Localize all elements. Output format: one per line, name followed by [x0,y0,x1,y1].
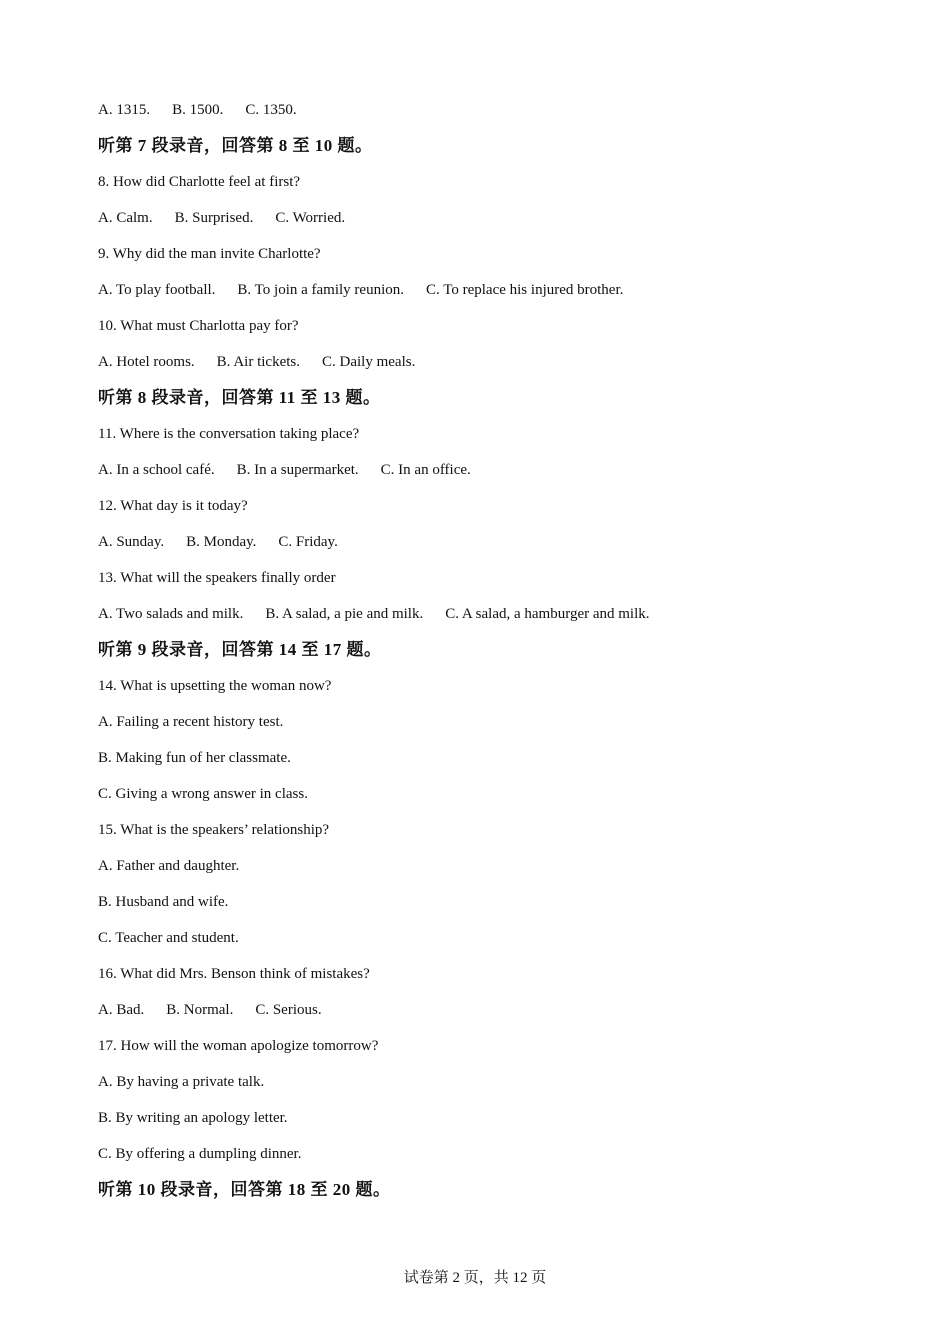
question-text: 16. What did Mrs. Benson think of mistakes? [98,966,370,982]
answer-option: A. In a school café. [98,462,215,478]
answer-option: A. Calm. [98,210,153,226]
answer-option: B. Monday. [186,534,257,550]
answer-option: C. In an office. [380,462,471,478]
answer-option: C. Serious. [255,1002,322,1018]
section-heading: 听第 9 段录音，回答第 14 至 17 题。 [98,640,382,659]
answer-option: B. 1500. [172,102,224,118]
answer-option: B. Making fun of her classmate. [98,750,291,766]
question-text: 11. Where is the conversation taking place? [98,426,360,442]
options-row [98,208,345,228]
answer-option: B. By writing an apology letter. [98,1110,288,1126]
answer-option: B. Normal. [166,1002,234,1018]
answer-option: C. A salad, a hamburger and milk. [445,606,650,622]
answer-option: C. 1350. [245,102,297,118]
answer-option: A. By having a private talk. [98,1074,265,1090]
answer-option: C. Giving a wrong answer in class. [98,786,308,802]
answer-option: B. Surprised. [174,210,254,226]
answer-option: B. To join a family reunion. [237,282,404,298]
answer-option: A. Bad. [98,1002,145,1018]
answer-option: C. To replace his injured brother. [426,282,624,298]
options-row [98,532,338,552]
question-text: 12. What day is it today? [98,498,248,514]
question-text: 15. What is the speakers’ relationship? [98,822,330,838]
question-text: 17. How will the woman apologize tomorrow? [98,1038,379,1054]
answer-option: C. Worried. [275,210,346,226]
section-heading: 听第 8 段录音，回答第 11 至 13 题。 [98,388,381,407]
answer-option: C. Teacher and student. [98,930,239,946]
answer-option: A. Hotel rooms. [98,354,195,370]
question-text: 14. What is upsetting the woman now? [98,678,332,694]
answer-option: C. By offering a dumpling dinner. [98,1146,302,1162]
page-footer: 试卷第 2 页，共 12 页 [403,1270,547,1286]
question-text: 9. Why did the man invite Charlotte? [98,246,321,262]
options-row [98,352,415,372]
answer-option: B. A salad, a pie and milk. [265,606,424,622]
answer-option: A. Father and daughter. [98,858,240,874]
answer-option: A. To play football. [98,282,216,298]
options-row [98,1000,322,1020]
options-row [98,100,297,120]
question-text: 8. How did Charlotte feel at first? [98,174,301,190]
options-row [98,460,471,480]
question-text: 13. What will the speakers finally order [98,570,336,586]
section-heading: 听第 10 段录音，回答第 18 至 20 题。 [98,1180,391,1199]
answer-option: B. In a supermarket. [236,462,359,478]
answer-option: B. Air tickets. [216,354,300,370]
answer-option: B. Husband and wife. [98,894,229,910]
question-text: 10. What must Charlotta pay for? [98,318,299,334]
answer-option: A. Failing a recent history test. [98,714,284,730]
options-row [98,280,623,300]
answer-option: C. Friday. [278,534,338,550]
answer-option: A. Sunday. [98,534,165,550]
options-row [98,604,650,624]
answer-option: A. Two salads and milk. [98,606,244,622]
section-heading: 听第 7 段录音，回答第 8 至 10 题。 [98,136,373,155]
answer-option: A. 1315. [98,102,151,118]
answer-option: C. Daily meals. [322,354,416,370]
